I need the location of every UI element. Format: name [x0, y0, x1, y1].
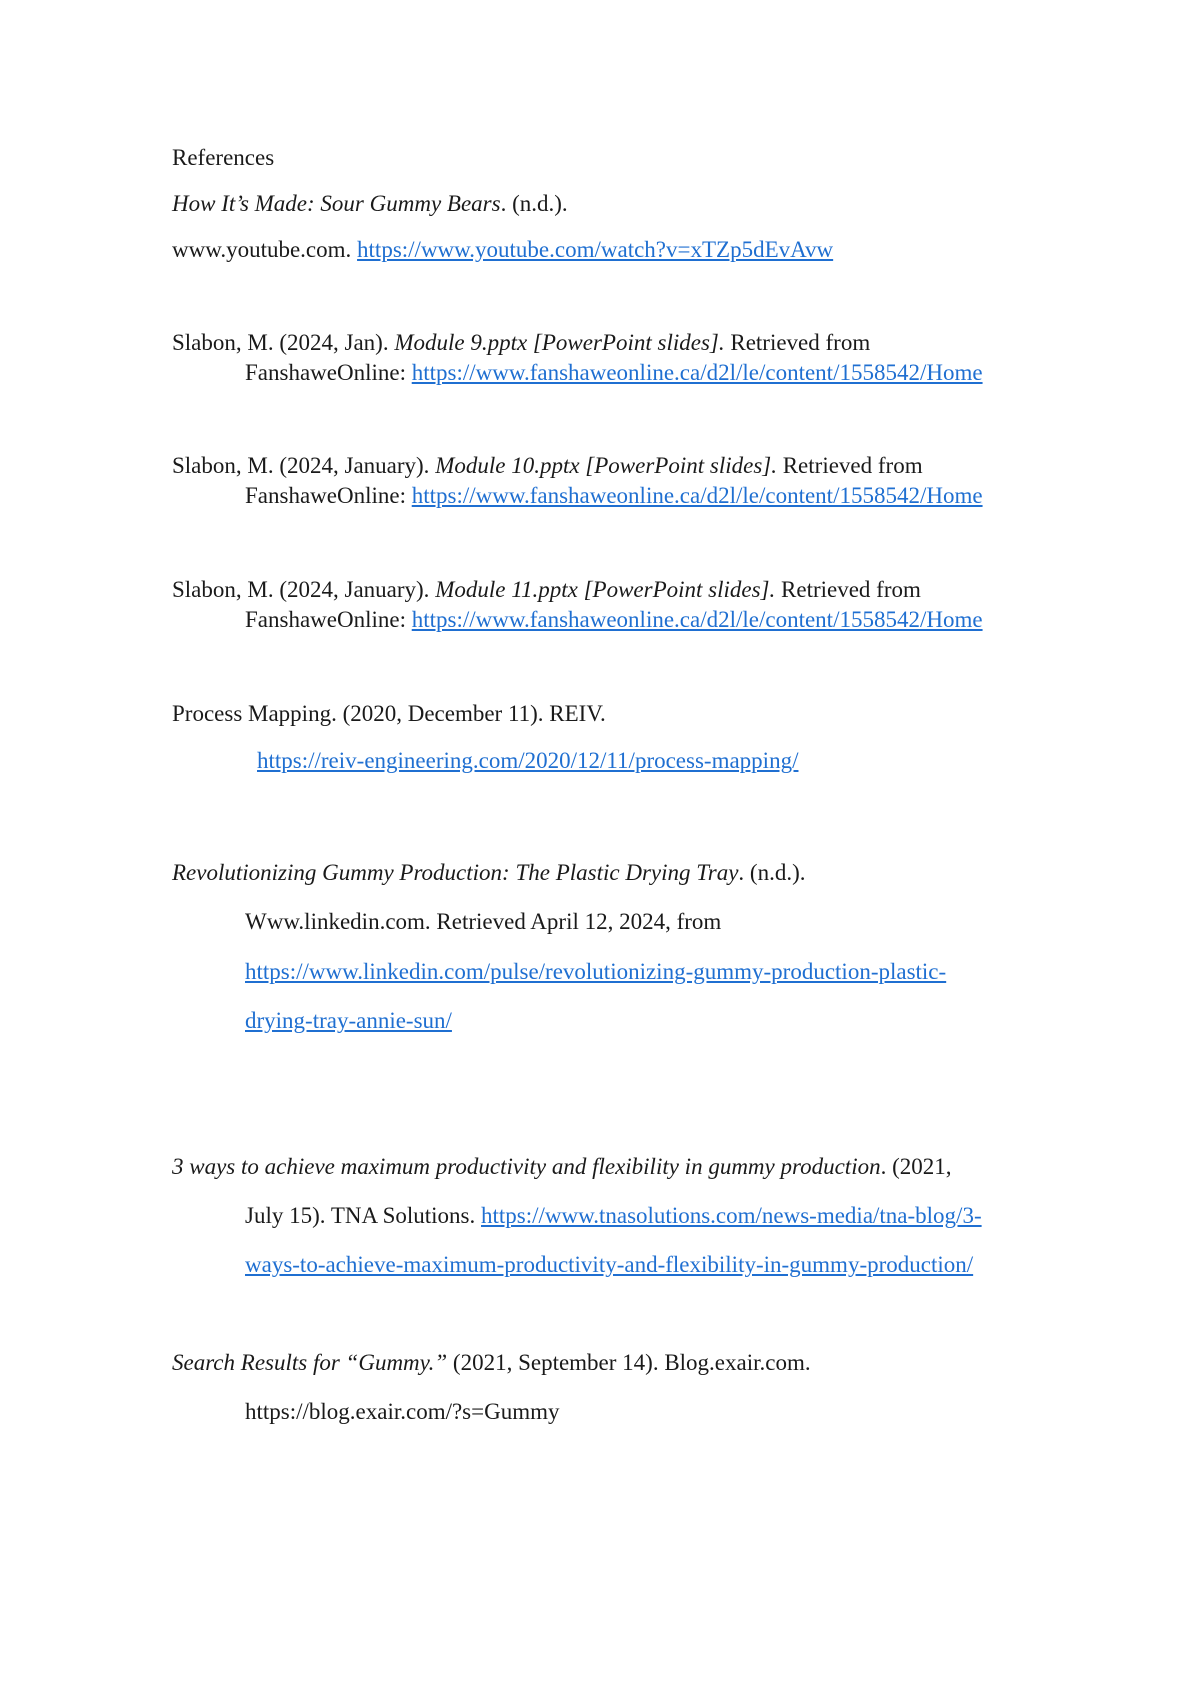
reference-6-line-2: Www.linkedin.com. Retrieved April 12, 2024, from — [245, 909, 722, 934]
reference-3-line-2 — [245, 482, 983, 510]
reference-4-author: Slabon, M. (2024, January). — [172, 577, 436, 602]
reference-2-link[interactable]: https://www.fanshaweonline.ca/d2l/le/content/1558542/Home — [411, 360, 983, 385]
reference-4-line-2 — [245, 606, 983, 634]
reference-7-link-part-2[interactable]: ways-to-achieve-maximum-productivity-and-flexibility-in-gummy-production/ — [245, 1252, 974, 1277]
reference-7-site: July 15). TNA Solutions. — [245, 1203, 476, 1228]
reference-2-retrieved: Retrieved from — [724, 330, 871, 355]
reference-3-site: FanshaweOnline: — [245, 483, 406, 508]
reference-6-line-3 — [245, 958, 946, 986]
reference-6-title: Revolutionizing Gummy Production: The Plastic Drying Tray — [172, 860, 739, 885]
reference-2-line-2 — [245, 359, 983, 387]
reference-5-line-1: Process Mapping. (2020, December 11). REIV. — [172, 701, 606, 726]
reference-4-link[interactable]: https://www.fanshaweonline.ca/d2l/le/content/1558542/Home — [411, 607, 983, 632]
reference-4-line-1 — [172, 576, 921, 604]
reference-3-link[interactable]: https://www.fanshaweonline.ca/d2l/le/content/1558542/Home — [411, 483, 983, 508]
reference-1-line-2 — [172, 236, 833, 264]
reference-2-title: Module 9.pptx [PowerPoint slides]. — [394, 330, 725, 355]
reference-2-line-1 — [172, 329, 870, 357]
reference-1-date: . (n.d.). — [500, 191, 568, 216]
reference-3-title: Module 10.pptx [PowerPoint slides]. — [435, 453, 777, 478]
reference-6-link-part-2[interactable]: drying-tray-annie-sun/ — [245, 1008, 452, 1033]
reference-1-site: www.youtube.com. — [172, 237, 352, 262]
reference-6-line-1 — [172, 859, 806, 887]
reference-1-link[interactable]: https://www.youtube.com/watch?v=xTZp5dEvAvw — [357, 237, 834, 262]
reference-4-site: FanshaweOnline: — [245, 607, 406, 632]
reference-3-retrieved: Retrieved from — [776, 453, 923, 478]
reference-2-site: FanshaweOnline: — [245, 360, 406, 385]
reference-1-line-1 — [172, 190, 568, 218]
reference-6-line-4 — [245, 1007, 452, 1035]
reference-4-retrieved: Retrieved from — [775, 577, 921, 602]
reference-6-date: . (n.d.). — [738, 860, 806, 885]
reference-8-title: Search Results for “Gummy.” — [172, 1350, 448, 1375]
reference-2-author: Slabon, M. (2024, Jan). — [172, 330, 395, 355]
page-heading: References — [172, 145, 275, 170]
reference-7-line-3 — [245, 1251, 973, 1279]
reference-7-line-2 — [245, 1202, 982, 1230]
reference-8-line-2: https://blog.exair.com/?s=Gummy — [245, 1399, 560, 1424]
reference-8-date: (2021, September 14). Blog.exair.com. — [447, 1350, 811, 1375]
reference-5-link[interactable]: https://reiv-engineering.com/2020/12/11/process-mapping/ — [257, 748, 799, 773]
reference-7-line-1 — [172, 1153, 952, 1181]
reference-6-link-part-1[interactable]: https://www.linkedin.com/pulse/revolutionizing-gummy-production-plastic- — [245, 959, 947, 984]
reference-5-line-2 — [257, 747, 798, 775]
reference-3-author: Slabon, M. (2024, January). — [172, 453, 436, 478]
reference-4-title: Module 11.pptx [PowerPoint slides]. — [435, 577, 776, 602]
reference-1-title: How It’s Made: Sour Gummy Bears — [172, 191, 501, 216]
reference-7-link-part-1[interactable]: https://www.tnasolutions.com/news-media/tna-blog/3- — [481, 1203, 982, 1228]
reference-7-title: 3 ways to achieve maximum productivity and flexibility in gummy production — [172, 1154, 881, 1179]
reference-3-line-1 — [172, 452, 923, 480]
reference-8-line-1 — [172, 1349, 811, 1377]
reference-7-date: . (2021, — [880, 1154, 952, 1179]
